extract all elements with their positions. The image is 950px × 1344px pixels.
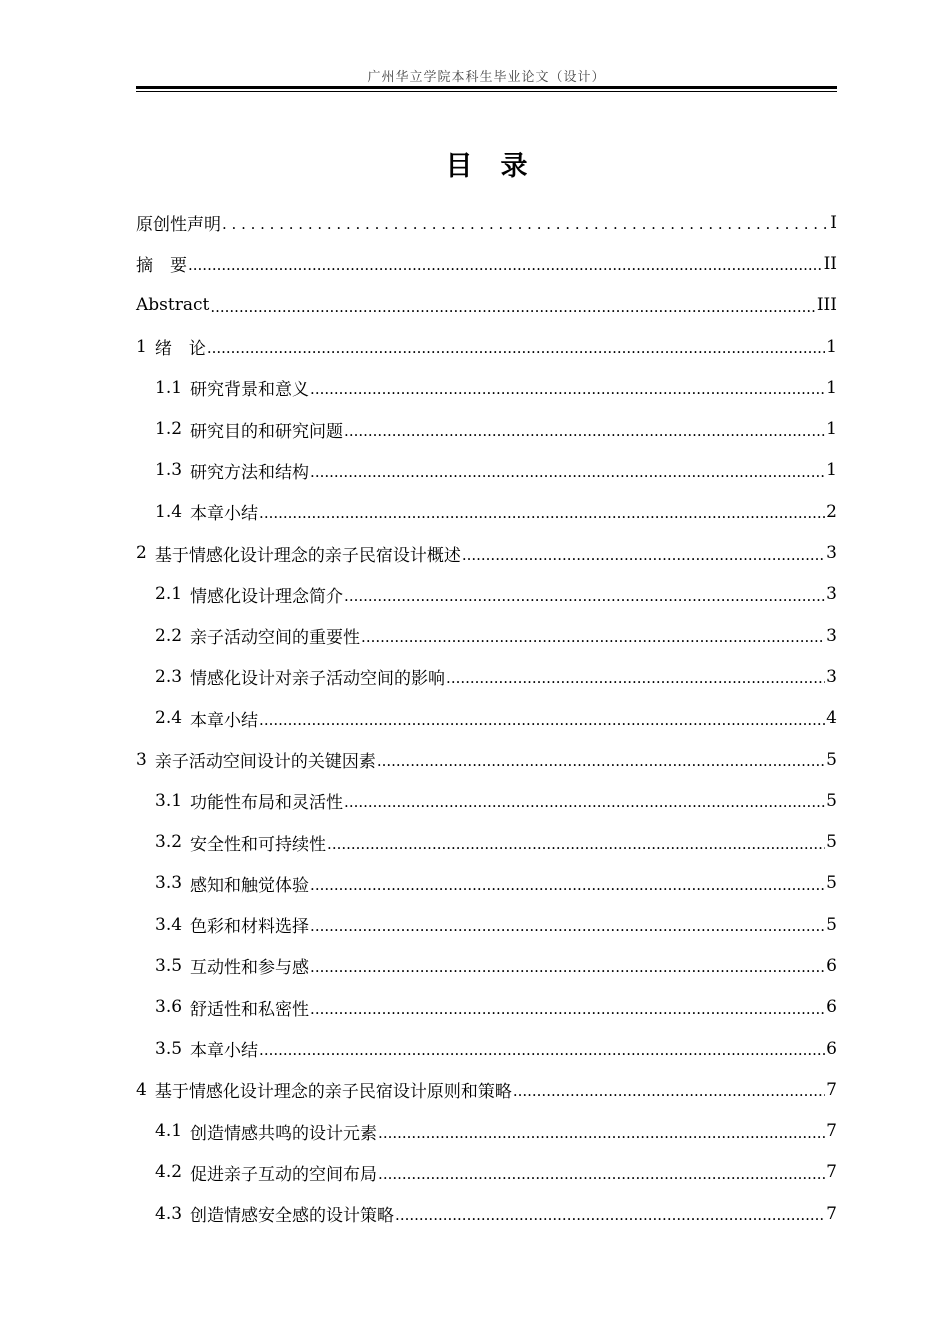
dot-leader <box>361 630 825 645</box>
toc-entry-number: 2 <box>136 543 147 564</box>
toc-entry-number: 3 <box>136 749 147 770</box>
toc-entry-page: 7 <box>826 1203 837 1224</box>
toc-entry-page: 6 <box>826 1038 837 1059</box>
toc-entry-label: 本章小结 <box>190 504 259 525</box>
toc-entry-label: 研究目的和研究问题 <box>190 421 344 442</box>
toc-entry-number: 3.3 <box>155 873 183 894</box>
toc-entry-label: 研究背景和意义 <box>190 380 310 401</box>
toc-entry-page: 5 <box>826 914 837 935</box>
toc-entry-label: 本章小结 <box>190 710 259 731</box>
toc-entry-label: 舒适性和私密性 <box>190 999 310 1020</box>
table-of-contents <box>136 202 837 1234</box>
toc-entry-number: 3.5 <box>155 1038 183 1059</box>
dot-leader <box>310 1002 825 1017</box>
toc-entry-page: 4 <box>826 708 837 729</box>
dot-leader <box>259 506 825 521</box>
dot-leader <box>310 878 825 893</box>
toc-entry-page: 1 <box>826 377 837 398</box>
dot-leader <box>395 1208 825 1223</box>
toc-entry-label: 色彩和材料选择 <box>190 917 310 938</box>
dot-leader <box>462 548 825 563</box>
toc-entry-page: 3 <box>826 584 837 605</box>
toc-entry-page: 6 <box>826 955 837 976</box>
toc-entry-page: 5 <box>826 873 837 894</box>
dot-leader <box>446 671 825 686</box>
toc-entry-page: III <box>816 295 837 316</box>
toc-entry-page: 6 <box>826 997 837 1018</box>
toc-entry-page: 3 <box>826 666 837 687</box>
toc-entry-label: 本章小结 <box>190 1041 259 1062</box>
toc-entry-label: 功能性布局和灵活性 <box>190 793 344 814</box>
dot-leader <box>513 1084 825 1099</box>
toc-entry-number: 1.2 <box>155 419 183 440</box>
toc-entry-page: I <box>830 212 837 233</box>
toc-entry-page: 7 <box>826 1162 837 1183</box>
toc-entry-number: 2.3 <box>155 666 183 687</box>
toc-entry-section[interactable] <box>136 1152 837 1193</box>
toc-entry-section[interactable] <box>136 615 837 656</box>
toc-entry-section[interactable] <box>136 367 837 408</box>
toc-entry-section[interactable] <box>136 408 837 449</box>
dot-leader <box>344 589 825 604</box>
dot-leader <box>310 960 825 975</box>
toc-entry-abstract-cn[interactable] <box>136 243 837 284</box>
dot-leader <box>259 713 825 728</box>
toc-entry-label: 基于情感化设计理念的亲子民宿设计概述 <box>154 545 461 566</box>
toc-title: 目录 <box>445 151 556 182</box>
toc-entry-section[interactable] <box>136 1193 837 1234</box>
toc-entry-page: 7 <box>826 1121 837 1142</box>
toc-entry-label: 原创性声明 <box>136 215 221 236</box>
toc-entry-section[interactable] <box>136 450 837 491</box>
toc-entry-section[interactable] <box>136 656 837 697</box>
toc-entry-number: 3.6 <box>155 997 183 1018</box>
toc-entry-label: 创造情感安全感的设计策略 <box>190 1206 395 1227</box>
toc-entry-declaration[interactable] <box>136 202 837 243</box>
toc-entry-number: 4 <box>136 1079 147 1100</box>
toc-entry-page: 3 <box>826 543 837 564</box>
running-header: 广州华立学院本科生毕业论文（设计） <box>367 70 606 85</box>
toc-entry-page: 5 <box>826 790 837 811</box>
toc-entry-number: 1.1 <box>155 377 183 398</box>
toc-entry-section[interactable] <box>136 821 837 862</box>
dot-leader <box>310 465 825 480</box>
toc-entry-page: 7 <box>826 1079 837 1100</box>
toc-entry-section[interactable] <box>136 945 837 986</box>
toc-entry-section[interactable] <box>136 698 837 739</box>
toc-entry-page: 1 <box>826 419 837 440</box>
dot-leader <box>310 382 825 397</box>
toc-entry-section[interactable] <box>136 780 837 821</box>
toc-entry-label: 基于情感化设计理念的亲子民宿设计原则和策略 <box>154 1082 512 1103</box>
toc-entry-page: 5 <box>826 749 837 770</box>
toc-entry-label: 绪 论 <box>154 339 206 360</box>
toc-entry-section[interactable] <box>136 863 837 904</box>
header-rule-thick <box>136 86 837 89</box>
toc-entry-section[interactable] <box>136 1111 837 1152</box>
toc-entry-number: 3.1 <box>155 790 183 811</box>
toc-entry-label: 互动性和参与感 <box>190 958 310 979</box>
toc-entry-label: 情感化设计对亲子活动空间的影响 <box>190 669 446 690</box>
toc-entry-number: 2.2 <box>155 625 183 646</box>
toc-entry-chapter-3[interactable] <box>136 739 837 780</box>
header-rule-thin <box>136 91 837 92</box>
toc-entry-section[interactable] <box>136 987 837 1028</box>
toc-entry-section[interactable] <box>136 574 837 615</box>
dot-leader <box>378 1167 825 1182</box>
toc-entry-number: 1.4 <box>155 501 183 522</box>
toc-entry-number: 4.3 <box>155 1203 183 1224</box>
toc-entry-chapter-4[interactable] <box>136 1069 837 1110</box>
dot-leader <box>378 1126 825 1141</box>
dot-leader <box>188 258 823 273</box>
toc-entry-number: 3.2 <box>155 832 183 853</box>
toc-entry-number: 1 <box>136 336 147 357</box>
dot-leader <box>377 754 825 769</box>
toc-entry-label: 感知和触觉体验 <box>190 875 310 896</box>
toc-entry-number: 4.2 <box>155 1162 183 1183</box>
dot-leader <box>222 217 829 232</box>
dot-leader <box>344 795 825 810</box>
toc-entry-label: 亲子活动空间设计的关键因素 <box>154 752 376 772</box>
toc-entry-number: 1.3 <box>155 460 183 481</box>
toc-entry-label: 亲子活动空间的重要性 <box>190 628 361 649</box>
toc-entry-label: 摘 要 <box>136 256 187 277</box>
toc-entry-number: 4.1 <box>155 1121 183 1142</box>
dot-leader <box>310 919 825 934</box>
toc-entry-chapter-1[interactable] <box>136 326 837 367</box>
toc-entry-label: 创造情感共鸣的设计元素 <box>190 1123 378 1144</box>
toc-entry-number: 2.1 <box>155 584 183 605</box>
toc-entry-label: 情感化设计理念简介 <box>190 586 344 607</box>
toc-entry-section[interactable] <box>136 904 837 945</box>
toc-entry-section[interactable] <box>136 1028 837 1069</box>
dot-leader <box>344 424 825 439</box>
toc-entry-page: II <box>823 253 837 274</box>
toc-entry-page: 1 <box>826 336 837 357</box>
toc-entry-label: 研究方法和结构 <box>190 462 310 483</box>
toc-entry-number: 3.4 <box>155 914 183 935</box>
toc-entry-label: Abstract <box>136 295 210 316</box>
toc-entry-chapter-2[interactable] <box>136 532 837 573</box>
dot-leader <box>210 300 816 315</box>
toc-entry-abstract-en[interactable] <box>136 285 837 326</box>
toc-entry-number: 3.5 <box>155 955 183 976</box>
dot-leader <box>327 837 825 852</box>
toc-entry-label: 安全性和可持续性 <box>190 834 327 855</box>
toc-entry-label: 促进亲子互动的空间布局 <box>190 1164 378 1185</box>
toc-entry-page: 3 <box>826 625 837 646</box>
toc-entry-page: 5 <box>826 832 837 853</box>
toc-entry-section[interactable] <box>136 491 837 532</box>
toc-entry-number: 2.4 <box>155 708 183 729</box>
toc-entry-page: 1 <box>826 460 837 481</box>
toc-entry-page: 2 <box>826 501 837 522</box>
dot-leader <box>259 1043 825 1058</box>
dot-leader <box>207 341 825 356</box>
